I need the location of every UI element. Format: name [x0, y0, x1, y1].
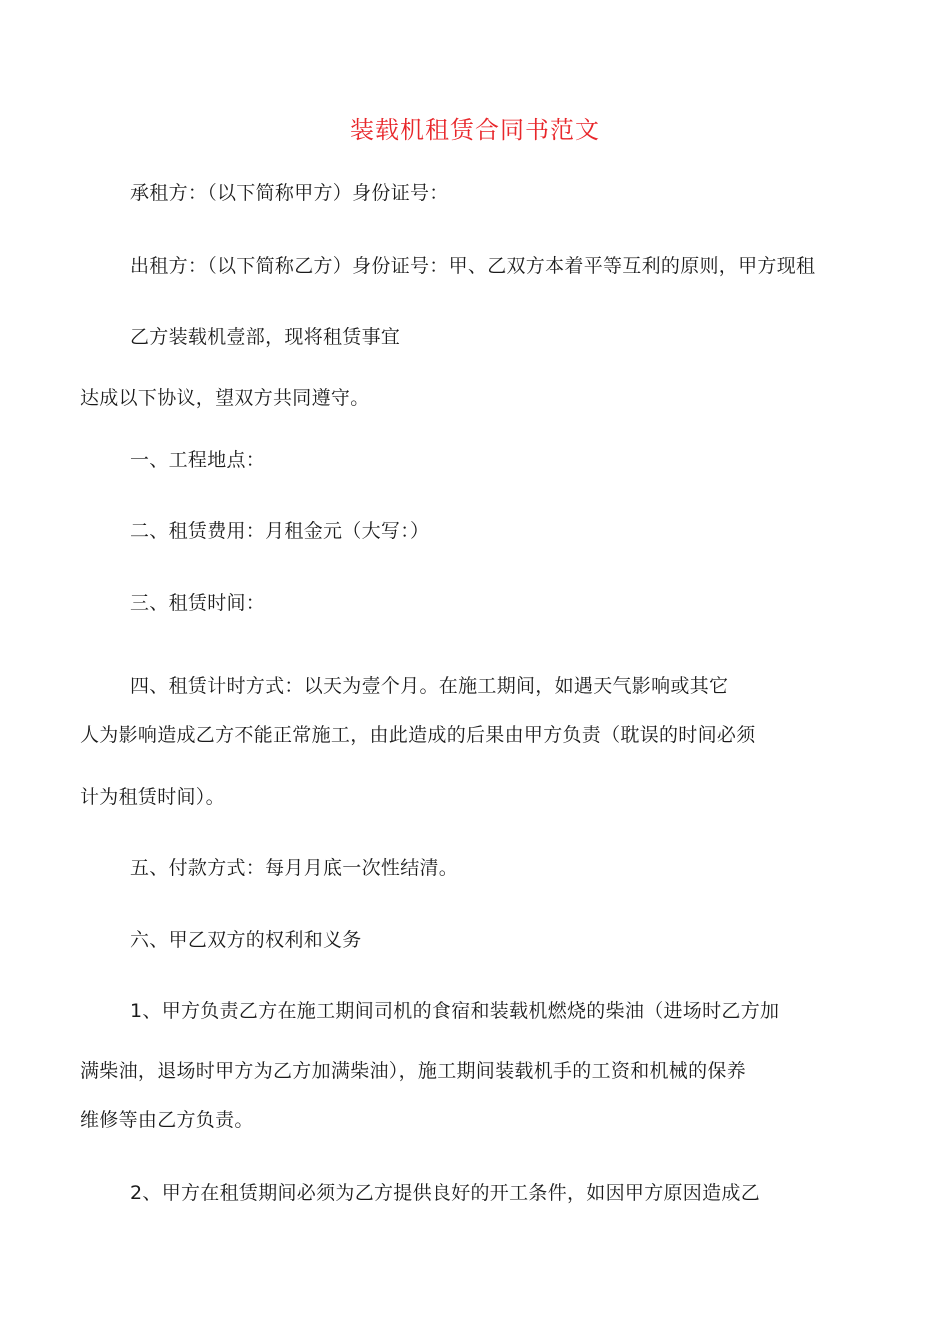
clause-6-item-1-cont-1: 满柴油，退场时甲方为乙方加满柴油），施工期间装载机手的工资和机械的保养: [80, 1060, 747, 1082]
clause-4-cont-1: 人为影响造成乙方不能正常施工，由此造成的后果由甲方负责（耽误的时间必须: [80, 724, 756, 746]
text-line-lessee: 承租方：（以下简称甲方）身份证号：: [130, 182, 449, 204]
clause-6-item-1: 1、甲方负责乙方在施工期间司机的食宿和装载机燃烧的柴油（进场时乙方加: [130, 1000, 780, 1022]
text-line-agreement: 达成以下协议，望双方共同遵守。: [80, 387, 370, 409]
clause-6-item-1-cont-2: 维修等由乙方负责。: [80, 1109, 254, 1131]
text-line-lessor: 出租方：（以下简称乙方）身份证号：甲、乙双方本着平等互利的原则，甲方现租: [130, 255, 816, 277]
clause-4-billing: 四、租赁计时方式：以天为壹个月。在施工期间，如遇天气影响或其它: [130, 675, 729, 697]
clause-5-payment: 五、付款方式：每月月底一次性结清。: [130, 857, 459, 879]
text-line-lessor-cont: 乙方装载机壹部，现将租赁事宜: [130, 326, 401, 348]
clause-2-fee: 二、租赁费用：月租金元（大写：）: [130, 520, 430, 542]
clause-1-location: 一、工程地点：: [130, 449, 266, 471]
clause-4-cont-2: 计为租赁时间）。: [80, 786, 225, 808]
clause-3-time: 三、租赁时间：: [130, 592, 266, 614]
clause-6-item-2: 2、甲方在租赁期间必须为乙方提供良好的开工条件，如因甲方原因造成乙: [130, 1182, 760, 1204]
clause-6-rights: 六、甲乙双方的权利和义务: [130, 929, 362, 951]
document-title: 装载机租赁合同书范文: [350, 116, 600, 144]
